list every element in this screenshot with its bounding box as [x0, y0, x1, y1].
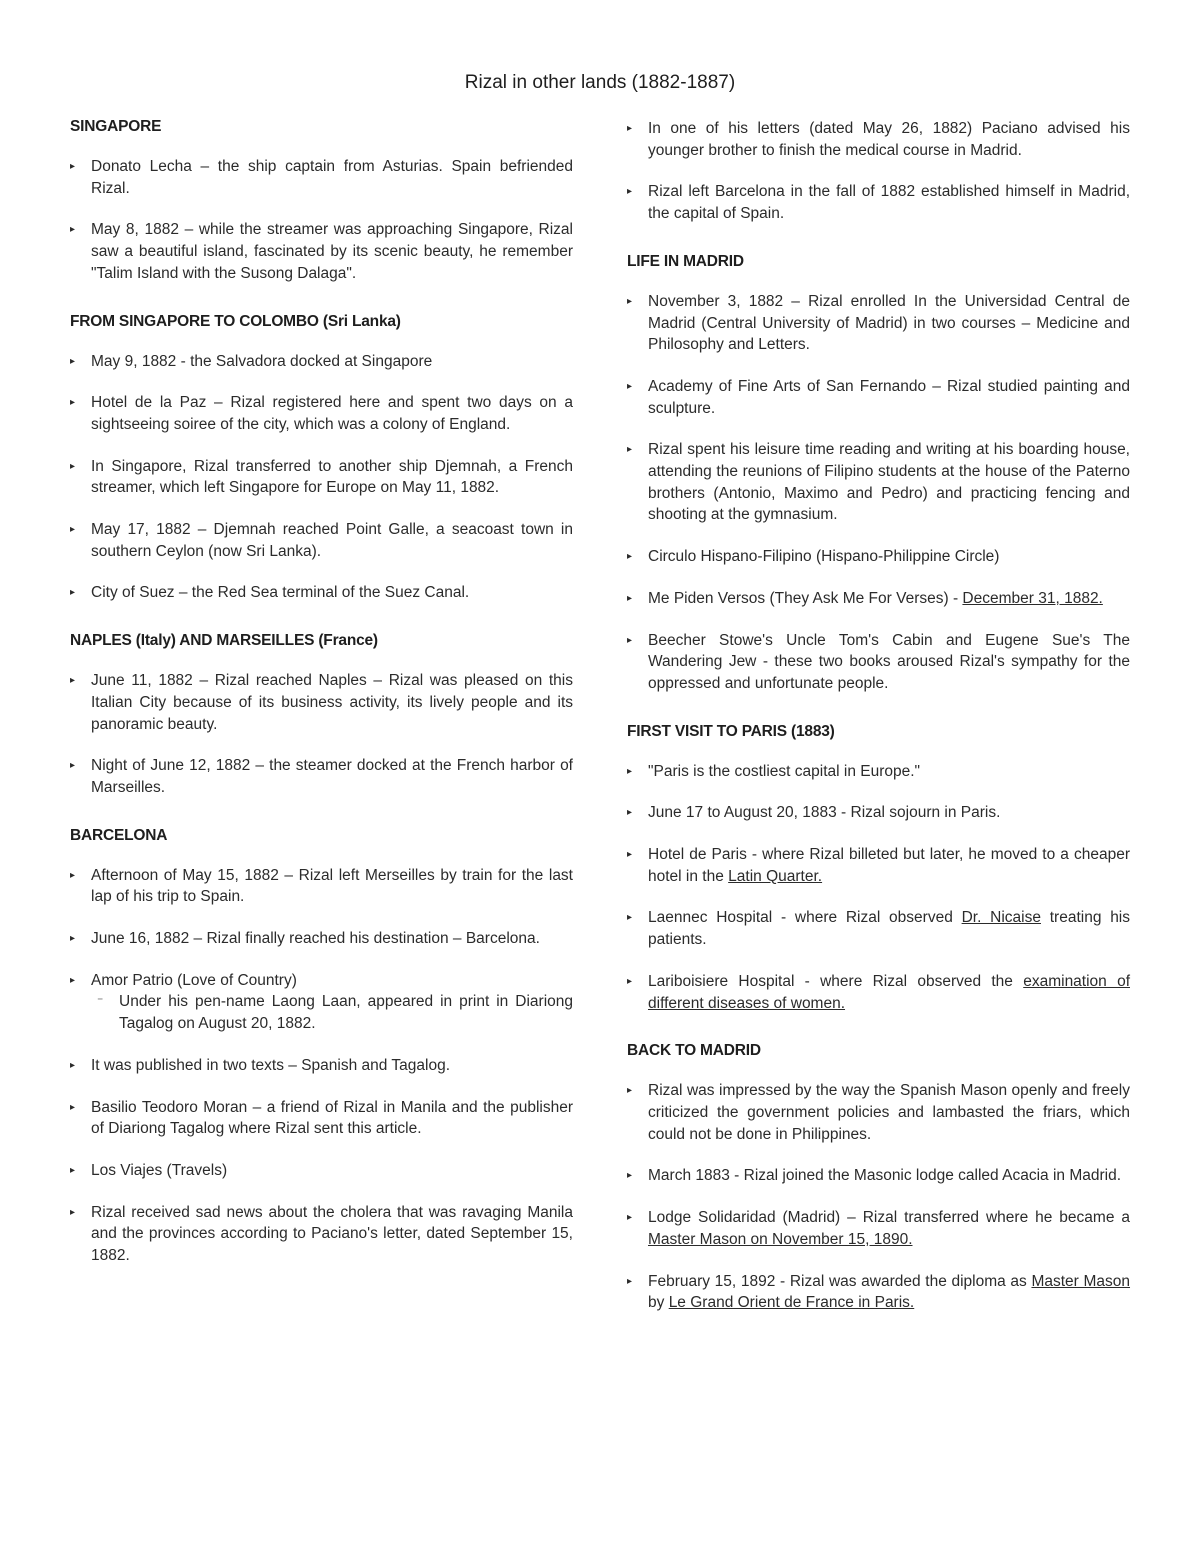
list-item: ▸ Rizal left Barcelona in the fall of 1882 established himself in Madrid, the capital of Spain. [627, 183, 1130, 223]
list-item: ▸ February 15, 1892 - Rizal was awarded the diploma as Master Mason by Le Grand Orient de France in Paris. [627, 1272, 1131, 1312]
bullet-icon: ▸ [70, 355, 76, 367]
bullet-icon: ▸ [70, 760, 76, 772]
list-item: ▸ May 9, 1882 - the Salvadora docked at Singapore [70, 351, 573, 373]
list-item: ▸ Circulo Hispano-Filipino (Hispano-Philippine Circle) [627, 546, 1130, 568]
bullet-icon: ▸ [70, 161, 76, 172]
section-first-visit-paris [627, 723, 1130, 1015]
dash-icon: ⁻ [97, 994, 104, 1009]
section-singapore-to-colombo [70, 313, 573, 605]
bullet-icon: ▸ [627, 186, 633, 198]
section-heading: BARCELONA [70, 826, 168, 844]
bullet-icon: ▸ [70, 460, 76, 472]
sub-list-item: ⁻ Under his pen-name Laong Laan, appeared in print in Diariong Tagalog on August 20, 1882. [97, 993, 573, 1033]
bullet-icon: ▸ [70, 1206, 76, 1218]
list-item: ▸ It was published in two texts – Spanish and Tagalog. [70, 1055, 573, 1077]
section-barcelona [70, 827, 573, 1267]
bullet-icon: ▸ [627, 1170, 633, 1182]
bullet-icon: ▸ [70, 524, 76, 536]
bullet-icon: ▸ [70, 1059, 76, 1071]
bullet-icon: ▸ [627, 444, 633, 456]
section-heading: FIRST VISIT TO PARIS (1883) [627, 722, 835, 740]
section-heading: FROM SINGAPORE TO COLOMBO (Sri Lanka) [70, 312, 401, 330]
underlined-text: Latin Quarter. [728, 867, 823, 885]
underlined-text: examination of different diseases of women. [648, 972, 1130, 1012]
section-singapore [70, 118, 573, 285]
list-item: ▸ Rizal was impressed by the way the Spanish Mason openly and freely criticized the government policies and lambasted the friars, which could not be done in Philippines. [627, 1082, 1130, 1143]
bullet-icon: ▸ [70, 675, 76, 687]
bullet-icon: ▸ [70, 1164, 76, 1176]
list-item: ▸ Rizal spent his leisure time reading and writing at his boarding house, attending the reunions of Filipino students at the house of the Paterno brothers (Antonio, Maximo and Pedro) and practicing fencing and shooting at the gymnasium. [627, 441, 1130, 524]
bullet-icon: ▸ [70, 933, 76, 945]
section-heading: LIFE IN MADRID [627, 252, 744, 270]
section-life-in-madrid [627, 253, 1130, 695]
bullet-icon: ▸ [70, 869, 76, 881]
underlined-text: Le Grand Orient de France in Paris. [668, 1294, 915, 1312]
list-item: ▸ Afternoon of May 15, 1882 – Rizal left Merseilles by train for the last lap of his trip to Spain. [70, 866, 573, 906]
bullet-icon: ▸ [627, 295, 633, 307]
underlined-text: December 31, 1882. [962, 589, 1103, 607]
list-item: ▸ June 16, 1882 – Rizal finally reached his destination – Barcelona. [70, 928, 573, 950]
document-title: Rizal in other lands (1882-1887) [464, 72, 736, 93]
list-item: ▸ Hotel de Paris - where Rizal billeted but later, he moved to a cheaper hotel in the Latin Quarter. [627, 846, 1130, 885]
bullet-icon: ▸ [627, 849, 633, 861]
bullet-icon: ▸ [70, 224, 76, 236]
list-item: ▸ November 3, 1882 – Rizal enrolled In the Universidad Central de Madrid (Central University of Madrid) in two courses – Medicine and Philosophy and Letters. [627, 292, 1130, 354]
bullet-icon: ▸ [627, 380, 633, 392]
list-item: ▸ Lodge Solidaridad (Madrid) – Rizal transferred where he became a Master Mason on November 15, 1890. [627, 1209, 1130, 1248]
bullet-icon: ▸ [70, 1101, 76, 1113]
bullet-icon: ▸ [70, 974, 76, 986]
left-column [70, 118, 573, 1295]
bullet-icon: ▸ [627, 592, 633, 604]
list-item: ▸ Rizal received sad news about the cholera that was ravaging Manila and the provinces according to Paciano's letter, dated September 15, 1882. [70, 1203, 573, 1265]
list-item: ▸ May 17, 1882 – Djemnah reached Point Galle, a seacoast town in southern Ceylon (now Sri Lanka). [70, 521, 573, 560]
list-item: ▸ Me Piden Versos (They Ask Me For Verses) - December 31, 1882. [627, 588, 1130, 610]
list-item: ▸ Basilio Teodoro Moran – a friend of Rizal in Manila and the publisher of Diariong Tagalog where Rizal sent this article. [70, 1098, 573, 1138]
list-item: ▸ June 11, 1882 – Rizal reached Naples – Rizal was pleased on this Italian City because of its business activity, its lively people and its panoramic beauty. [70, 672, 573, 733]
list-item: ▸ March 1883 - Rizal joined the Masonic lodge called Acacia in Madrid. [627, 1165, 1130, 1187]
section-heading: SINGAPORE [70, 118, 162, 135]
list-item: ▸ Amor Patrio (Love of Country) ⁻ Under his pen-name Laong Laan, appeared in print in Diariong Tagalog on August 20, 1882. [70, 970, 573, 1035]
bullet-icon: ▸ [627, 765, 633, 777]
bullet-icon: ▸ [627, 634, 633, 646]
underlined-text: Master Mason [1031, 1272, 1131, 1290]
list-item: ▸ Donato Lecha – the ship captain from Asturias. Spain befriended Rizal. [70, 158, 573, 197]
list-item: ▸ In Singapore, Rizal transferred to another ship Djemnah, a French streamer, which left Singapore for Europe on May 11, 1882. [70, 457, 573, 497]
bullet-icon: ▸ [627, 1085, 633, 1097]
list-item: ▸ In one of his letters (dated May 26, 1882) Paciano advised his younger brother to finish the medical course in Madrid. [627, 120, 1130, 159]
bullet-icon: ▸ [70, 587, 76, 599]
bullet-icon: ▸ [627, 1275, 633, 1287]
section-heading: BACK TO MADRID [627, 1042, 761, 1060]
bullet-icon: ▸ [627, 807, 633, 819]
bullet-icon: ▸ [627, 912, 633, 924]
section-naples-marseilles [70, 632, 573, 799]
bullet-icon: ▸ [70, 397, 76, 409]
section-back-to-madrid [627, 1042, 1130, 1314]
bullet-icon: ▸ [627, 975, 633, 987]
list-item: ▸ Los Viajes (Travels) [70, 1160, 573, 1182]
underlined-text: Dr. Nicaise [961, 909, 1041, 927]
list-item: ▸ Academy of Fine Arts of San Fernando – Rizal studied painting and sculpture. [627, 377, 1130, 417]
bullet-icon: ▸ [627, 551, 633, 563]
list-item: ▸ "Paris is the costliest capital in Europe." [627, 761, 1130, 783]
section-heading: NAPLES (Italy) AND MARSEILLES (France) [70, 632, 378, 650]
bullet-icon: ▸ [627, 1212, 633, 1224]
list-item: ▸ Laennec Hospital - where Rizal observed Dr. Nicaise treating his patients. [627, 909, 1131, 949]
list-item: ▸ Beecher Stowe's Uncle Tom's Cabin and Eugene Sue's The Wandering Jew - these two books aroused Rizal's sympathy for the oppressed and unfortunate people. [627, 631, 1130, 692]
bullet-icon: ▸ [627, 123, 633, 134]
underlined-text: Master Mason on November 15, 1890. [648, 1230, 913, 1248]
list-item: ▸ May 8, 1882 – while the streamer was approaching Singapore, Rizal saw a beautiful island, fascinated by its scenic beauty, he remember "Talim Island with the Susong Dalaga". [70, 221, 573, 282]
list-item: ▸ June 17 to August 20, 1883 - Rizal sojourn in Paris. [627, 802, 1130, 824]
list-item: ▸ Night of June 12, 1882 – the steamer docked at the French harbor of Marseilles. [70, 757, 573, 796]
list-item: ▸ Lariboisiere Hospital - where Rizal observed the examination of different diseases of women. [627, 972, 1130, 1012]
list-item: ▸ City of Suez – the Red Sea terminal of the Suez Canal. [70, 582, 573, 604]
list-item: ▸ Hotel de la Paz – Rizal registered here and spent two days on a sightseeing soiree of the city, which was a colony of England. [70, 394, 573, 433]
section-continued [627, 118, 1130, 225]
right-column [627, 118, 1130, 1342]
